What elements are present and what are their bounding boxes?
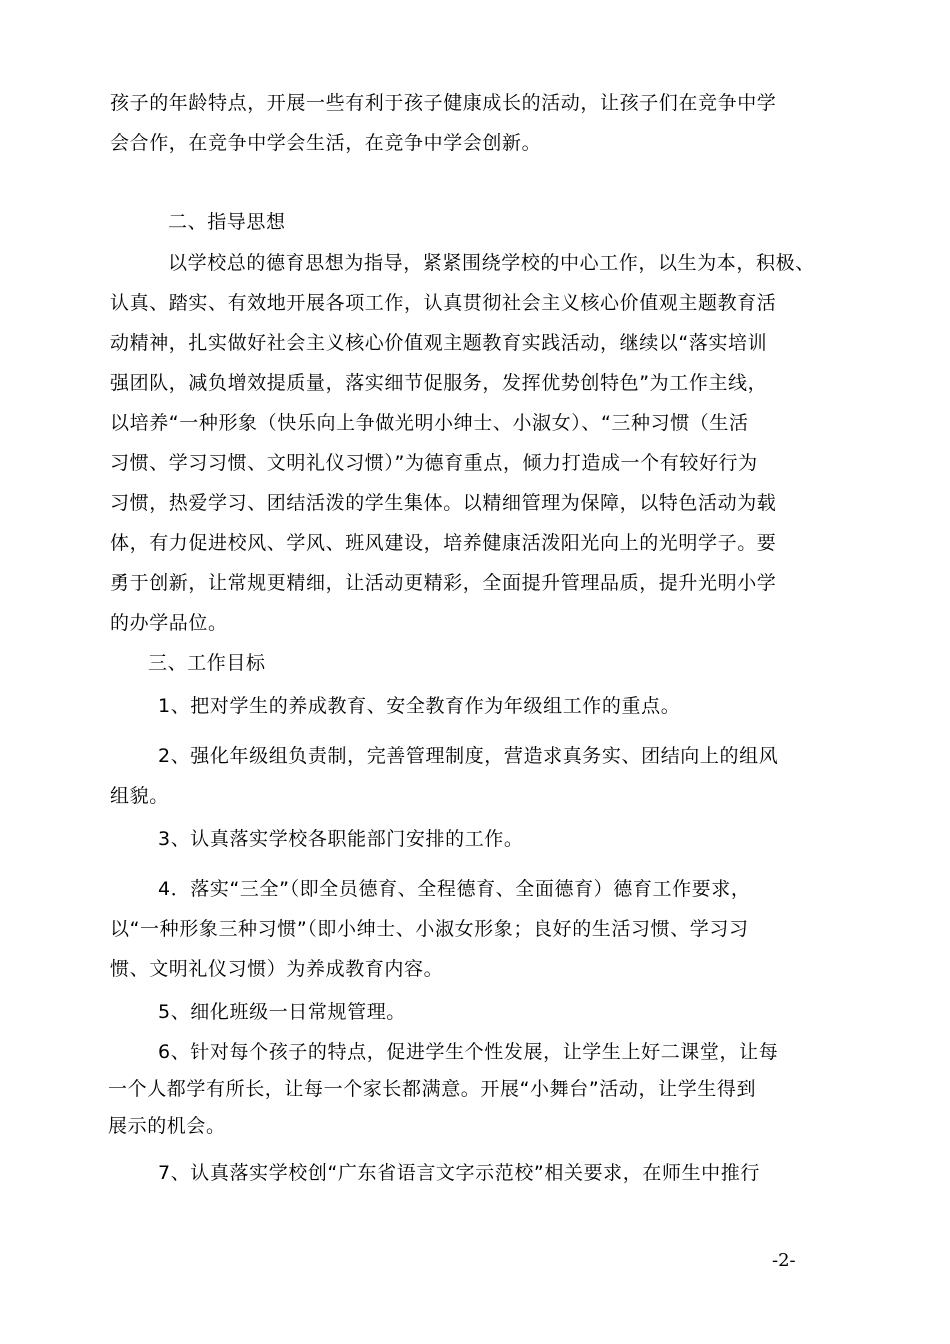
list-item-continuation: 以“一种形象三种习惯”（即小绅士、小淑女形象；良好的生活习惯、学习习 [110,918,749,940]
paragraph-line: 会合作，在竞争中学会生活，在竞争中学会创新。 [110,132,542,154]
paragraph-line: 孩子的年龄特点，开展一些有利于孩子健康成长的活动，让孩子们在竞争中学 [110,92,777,114]
list-item: 3、认真落实学校各职能部门安排的工作。 [158,828,524,850]
paragraph-line: 体，有力促进校风、学风、班风建设，培养健康活泼阳光向上的光明学子。要 [110,532,777,554]
list-item-continuation: 惯、文明礼仪习惯）为养成教育内容。 [110,958,444,980]
paragraph-line: 认真、踏实、有效地开展各项工作，认真贯彻社会主义核心价值观主题教育活 [110,292,777,314]
paragraph-line: 以学校总的德育思想为指导，紧紧围绕学校的中心工作，以生为本，积极、 [168,252,815,274]
paragraph-line: 的办学品位。 [110,612,228,634]
section-heading: 二、指导思想 [168,211,286,233]
paragraph-line: 以培养“一种形象（快乐向上争做光明小绅士、小淑女）、“三种习惯（生活 [110,412,749,434]
paragraph-line: 动精神，扎实做好社会主义核心价值观主题教育实践活动，继续以“落实培训 [110,332,768,354]
list-item-continuation: 一个人都学有所长，让每一个家长都满意。开展“小舞台”活动，让学生得到 [108,1078,757,1100]
section-heading: 三、工作目标 [148,652,266,674]
page-number: -2- [772,1250,796,1271]
paragraph-line: 习惯、学习习惯、文明礼仪习惯）”为德育重点，倾力打造成一个有较好行为 [110,452,758,474]
list-item: 6、针对每个孩子的特点，促进学生个性发展，让学生上好二课堂，让每 [158,1041,779,1063]
list-item: 1、把对学生的养成教育、安全教育作为年级组工作的重点。 [158,695,681,717]
list-item-continuation: 展示的机会。 [108,1115,226,1137]
list-item: 7、认真落实学校创“广东省语言文字示范校”相关要求，在师生中推行 [158,1162,760,1184]
paragraph-line: 习惯，热爱学习、团结活泼的学生集体。以精细管理为保障，以特色活动为载 [110,492,777,514]
list-item-continuation: 组貌。 [110,785,169,807]
paragraph-line: 勇于创新，让常规更精细，让活动更精彩，全面提升管理品质，提升光明小学 [110,572,777,594]
paragraph-line: 强团队，减负增效提质量，落实细节促服务，发挥优势创特色”为工作主线， [110,372,768,394]
list-item: 5、细化班级一日常规管理。 [158,1001,406,1023]
list-item: 2、强化年级组负责制，完善管理制度，营造求真务实、团结向上的组风 [158,745,779,767]
list-item: 4．落实“三全”（即全员德育、全程德育、全面德育）德育工作要求， [158,878,751,900]
